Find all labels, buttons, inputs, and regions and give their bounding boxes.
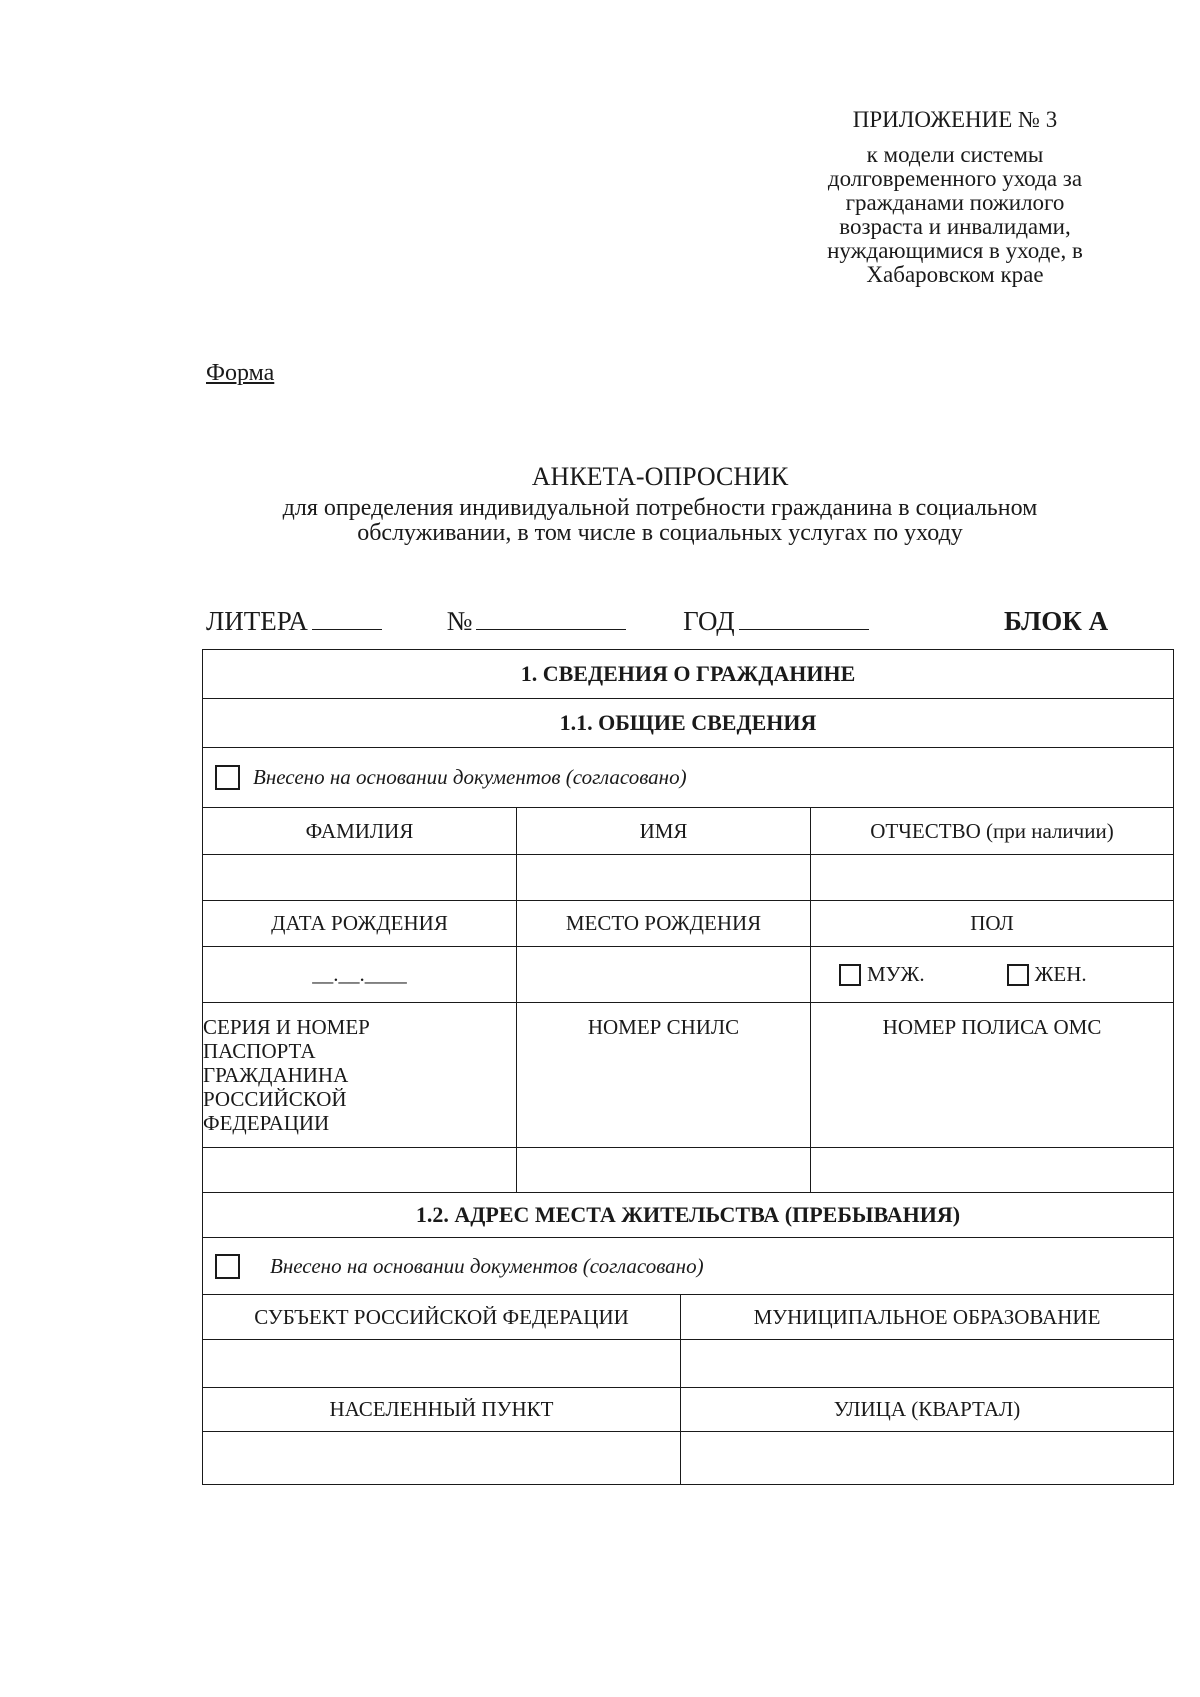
document-subtitle [170, 496, 1150, 546]
year-label: ГОД [683, 606, 735, 636]
address-header-row [203, 1193, 1173, 1238]
block-label: БЛОК А [1004, 606, 1109, 636]
citizen-info-table [202, 649, 1174, 1485]
appendix-description [780, 143, 1130, 287]
appendix-number: ПРИЛОЖЕНИЕ № 3 [852, 107, 1058, 132]
registration-line [206, 606, 869, 637]
municipality-field[interactable] [681, 1340, 1173, 1387]
subtitle-line: для определения индивидуальной потребности гражданина в социальном [282, 495, 1038, 521]
birth-date-header: ДАТА РОЖДЕНИЯ [203, 901, 517, 946]
passport-line: ПАСПОРТА [203, 1039, 316, 1063]
settlement-header: НАСЕЛЕННЫЙ ПУНКТ [203, 1388, 681, 1431]
region-header-row [203, 1295, 1173, 1340]
appendix-line: Хабаровском крае [866, 262, 1044, 287]
female-checkbox[interactable] [1007, 964, 1029, 986]
oms-field[interactable] [811, 1148, 1173, 1192]
documents-header-row [203, 1003, 1173, 1148]
street-header: УЛИЦА (КВАРТАЛ) [833, 1397, 1021, 1421]
patronymic-header: ОТЧЕСТВО (при наличии) [870, 818, 1114, 843]
name-header: ИМЯ [517, 808, 811, 854]
passport-line: ФЕДЕРАЦИИ [203, 1111, 330, 1135]
municipality-header: МУНИЦИПАЛЬНОЕ ОБРАЗОВАНИЕ [753, 1304, 1101, 1329]
address-documents-row [203, 1238, 1173, 1295]
documents-input-row [203, 1148, 1173, 1193]
name-field[interactable] [517, 855, 811, 900]
section-header-row [203, 650, 1173, 699]
passport-header [203, 1003, 517, 1147]
subsection-header-row [203, 699, 1173, 748]
passport-line: ГРАЖДАНИНА [203, 1063, 349, 1087]
name-input-row [203, 855, 1173, 901]
documents-note: Внесено на основании документов (согласовано) [253, 765, 687, 789]
year-field[interactable] [739, 607, 869, 630]
appendix-line: возраста и инвалидами, [839, 214, 1071, 239]
sex-female-option[interactable] [1007, 962, 1087, 987]
subtitle-line: обслуживании, в том числе в социальных услугах по уходу [357, 520, 963, 546]
documents-row [203, 748, 1173, 808]
section-title: 1. СВЕДЕНИЯ О ГРАЖДАНИНЕ [520, 661, 856, 686]
locality-input-row [203, 1432, 1173, 1484]
documents-checkbox[interactable] [215, 765, 240, 790]
birth-header-row [203, 901, 1173, 947]
region-input-row [203, 1340, 1173, 1388]
passport-line: РОССИЙСКОЙ [203, 1087, 347, 1111]
litera-field[interactable] [312, 607, 382, 630]
birth-date-field[interactable] [203, 947, 517, 1002]
male-label: МУЖ. [867, 962, 925, 986]
subject-field[interactable] [203, 1340, 681, 1387]
birth-place-field[interactable] [517, 947, 811, 1002]
form-label: Форма [206, 360, 275, 386]
sex-male-option[interactable] [839, 962, 925, 987]
number-field[interactable] [476, 607, 626, 630]
female-label: ЖЕН. [1034, 962, 1087, 986]
passport-field[interactable] [203, 1148, 517, 1192]
document-title: АНКЕТА-ОПРОСНИК [531, 462, 789, 491]
appendix-block [780, 106, 1130, 287]
number-label: № [446, 606, 473, 636]
birth-input-row [203, 947, 1173, 1003]
street-field[interactable] [681, 1432, 1173, 1484]
subsection-title: 1.1. ОБЩИЕ СВЕДЕНИЯ [559, 710, 817, 735]
sex-header: ПОЛ [970, 911, 1014, 935]
address-documents-note: Внесено на основании документов (согласовано) [270, 1253, 704, 1278]
date-placeholder: __.__.____ [312, 962, 407, 986]
sex-options [811, 947, 1173, 1002]
appendix-line: долговременного ухода за [827, 166, 1083, 191]
surname-field[interactable] [203, 855, 517, 900]
male-checkbox[interactable] [839, 964, 861, 986]
appendix-line: гражданами пожилого [845, 190, 1065, 215]
appendix-line: к модели системы [866, 142, 1044, 167]
subject-header: СУБЪЕКТ РОССИЙСКОЙ ФЕДЕРАЦИИ [203, 1295, 681, 1339]
appendix-line: нуждающимися в уходе, в [827, 238, 1083, 263]
patronymic-field[interactable] [811, 855, 1173, 900]
snils-field[interactable] [517, 1148, 811, 1192]
snils-header: НОМЕР СНИЛС [517, 1003, 811, 1147]
birth-place-header: МЕСТО РОЖДЕНИЯ [517, 901, 811, 946]
locality-header-row [203, 1388, 1173, 1432]
address-title: 1.2. АДРЕС МЕСТА ЖИТЕЛЬСТВА (ПРЕБЫВАНИЯ) [415, 1202, 961, 1227]
documents-check-cell [203, 748, 1173, 807]
address-documents-checkbox[interactable] [215, 1254, 240, 1279]
surname-header: ФАМИЛИЯ [203, 808, 517, 854]
settlement-field[interactable] [203, 1432, 681, 1484]
litera-label: ЛИТЕРА [206, 606, 308, 636]
name-header-row [203, 808, 1173, 855]
oms-header: НОМЕР ПОЛИСА ОМС [882, 1015, 1102, 1039]
passport-line: СЕРИЯ И НОМЕР [203, 1015, 370, 1039]
address-check-cell [203, 1238, 1173, 1294]
